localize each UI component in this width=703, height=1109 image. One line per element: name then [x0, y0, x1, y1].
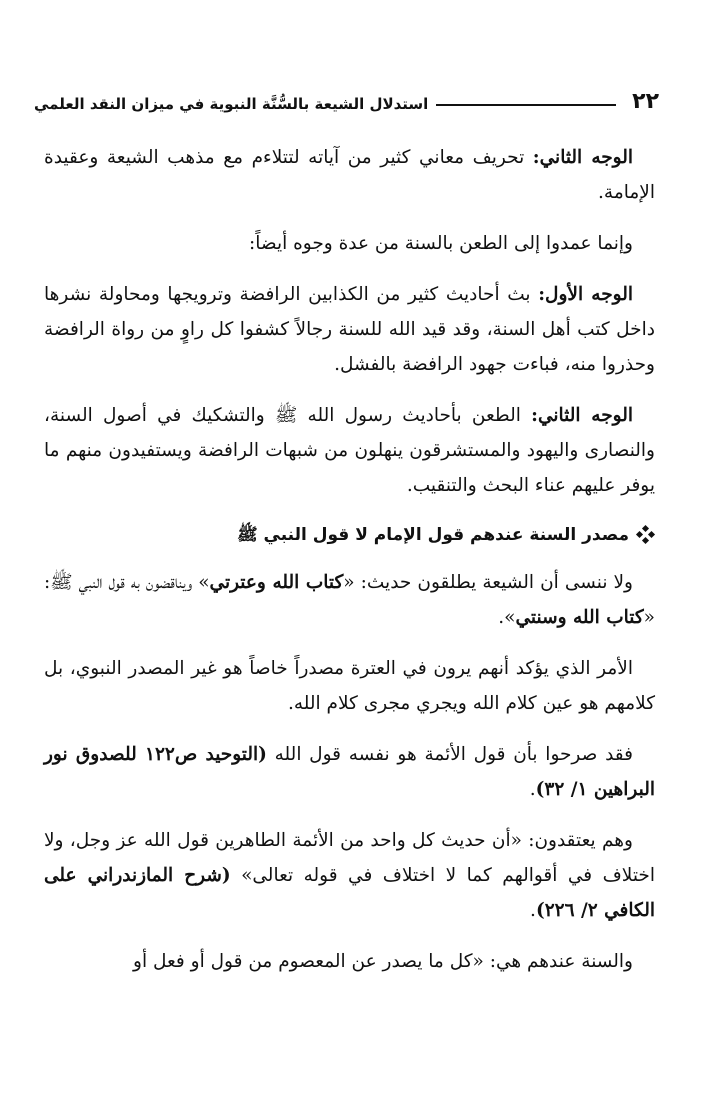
text-run: ولا ننسى أن الشيعة يطلقون حديث: «: [343, 572, 633, 593]
text-run: فقد صرحوا بأن قول الأئمة هو نفسه قول الله: [266, 744, 633, 765]
page-body: [44, 140, 655, 995]
paragraph-hadith-claims: [44, 565, 655, 635]
paragraph-second-aspect-sunnah: [44, 398, 655, 503]
paragraph-sunnah-definition: [44, 944, 655, 979]
paragraph-second-aspect-quran: [44, 140, 655, 210]
paragraph-text: وإنما عمدوا إلى الطعن بالسنة من عدة وجوه أيضاً:: [249, 233, 633, 254]
paragraph-lead: الوجه الأول:: [538, 284, 633, 305]
paragraph-belief: [44, 823, 655, 928]
bullet-diamonds-icon: [637, 526, 655, 544]
text-run: ».: [498, 607, 516, 628]
paragraph-lead: الوجه الثاني:: [531, 405, 633, 426]
paragraph-text: الأمر الذي يؤكد أنهم يرون في العترة مصدراً خاصاً هو غير المصدر النبوي، بل كلامهم هو عين كلام الله ويجري مجرى كلام الله.: [44, 658, 655, 714]
paragraph-lead: الوجه الثاني:: [532, 147, 634, 168]
paragraph-text: الطعن بأحاديث رسول الله ﷺ والتشكيك في أصول السنة، والنصارى واليهود والمستشرقون ينهلون من شبهات الرافضة ويستفيدون منهم ما يوفر عليهم عناء البحث والتنقيب.: [44, 405, 655, 496]
text-run: .: [530, 900, 536, 921]
text-run: » ويناقضون به قول النبي ﷺ: «: [44, 572, 655, 628]
citation: (شرح المازندراني على الكافي ٢/ ٢٢٦): [44, 865, 655, 921]
header-rule: [436, 104, 616, 106]
quoted-hadith: كتاب الله وسنتي: [515, 607, 644, 628]
text-run: وهم يعتقدون: «أن حديث كل واحد من الأئمة الطاهرين قول الله عز وجل، ولا اختلاف في أقوالهم كما لا اختلاف في قوله تعالى»: [44, 830, 655, 886]
paragraph-first-aspect: [44, 277, 655, 382]
section-heading: [44, 519, 655, 551]
page-header: [34, 74, 659, 114]
quoted-hadith: كتاب الله وعترتي: [209, 572, 344, 593]
section-heading-text: مصدر السنة عندهم قول الإمام لا قول النبي ﷺ: [237, 525, 629, 545]
running-title: استدلال الشيعة بالسُّنَّة النبوية في ميزان النقد العلمي: [34, 95, 429, 113]
text-run: .: [529, 779, 536, 800]
paragraph-itrah-source: [44, 651, 655, 721]
paragraph-imams-speech: [44, 737, 655, 807]
paragraph-text: بث أحاديث كثير من الكذابين الرافضة وترويجها ومحاولة نشرها داخل كتب أهل السنة، وقد قيد الله للسنة رجالاً كشفوا كل راوٍ من رواة الرافضة وحذروا منه، فباءت جهود الرافضة بالفشل.: [44, 284, 655, 375]
paragraph-intro: [44, 226, 655, 261]
paragraph-text: والسنة عندهم هي: «كل ما يصدر عن المعصوم من قول أو فعل أو: [133, 951, 633, 972]
paragraph-text: تحريف معاني كثير من آياته لتتلاءم مع مذهب الشيعة وعقيدة الإمامة.: [44, 147, 655, 203]
page-number: ٢٢: [632, 89, 659, 114]
citation: (التوحيد ص١٢٢ للصدوق نور البراهين ١/ ٣٢): [44, 744, 655, 800]
